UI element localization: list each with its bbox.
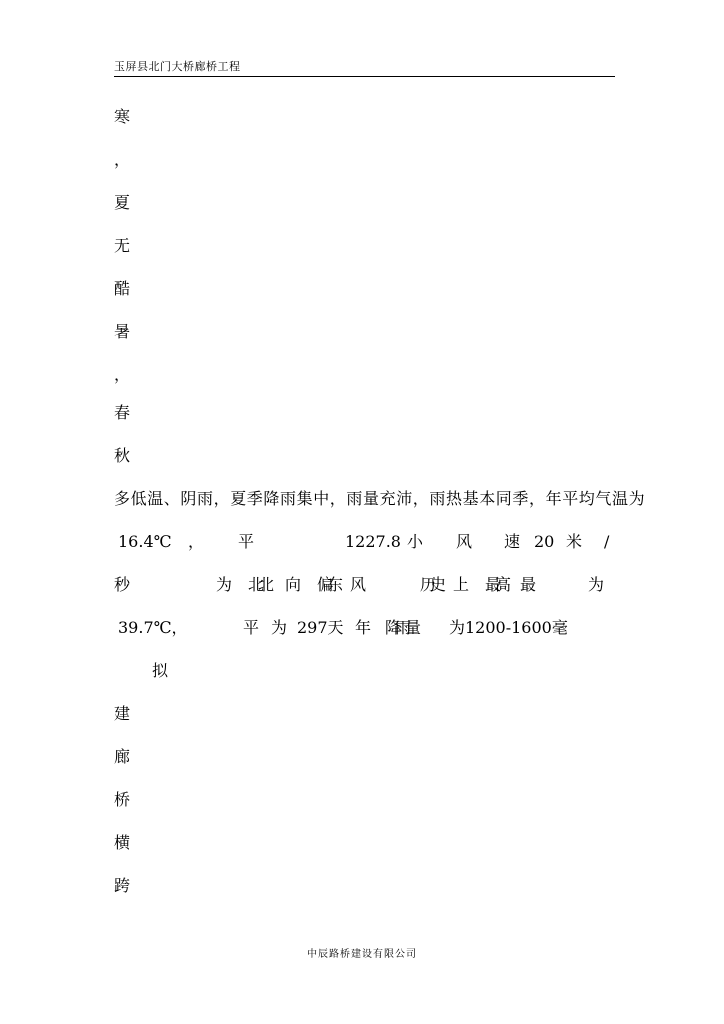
row-word: 上 (453, 575, 470, 594)
row-word: 风 (350, 575, 367, 594)
row-word: 为 (588, 575, 605, 594)
row-word: 为 (271, 618, 288, 637)
row-word: 北北 (248, 575, 269, 594)
frost-free-days: 297天 (297, 618, 344, 637)
row-word: 年 (355, 618, 372, 637)
sunshine-value: 1227.8 (345, 532, 401, 551)
row-word: 最高 (485, 575, 506, 594)
vertical-char: 秋 (114, 446, 131, 465)
vertical-char: 酷 (114, 279, 131, 298)
row-word: 为 (216, 575, 233, 594)
vertical-char: 无 (114, 236, 131, 255)
rainfall-range: 为1200-1600毫 (449, 618, 568, 637)
row-word: 小 (407, 532, 424, 551)
vertical-char: 夏 (114, 193, 131, 212)
indent-char: 拟 (152, 661, 169, 680)
row-word: 偏东 (317, 575, 338, 594)
row-word: 秒 (114, 575, 131, 594)
row-word: 平 (238, 532, 255, 551)
vertical-char: 建 (114, 704, 131, 723)
row-word: 米 (566, 532, 583, 551)
row-word: 降雨量 (385, 618, 416, 637)
row-word: 平 (243, 618, 260, 637)
vertical-char: ， (114, 150, 131, 169)
max-temp-value: 39.7℃， (118, 618, 188, 637)
vertical-char: ， (114, 365, 131, 384)
vertical-char: 横 (114, 833, 131, 852)
row-word: ， (188, 532, 205, 551)
row-word: 速 (504, 532, 521, 551)
row-word: / (604, 532, 610, 551)
page-header (114, 60, 615, 77)
vertical-char: 暑 (114, 322, 131, 341)
vertical-char: 桥 (114, 790, 131, 809)
wind-speed-value: 20 (534, 532, 555, 551)
temp-value: 16.4℃ (118, 532, 172, 551)
row-word: 向 (285, 575, 302, 594)
vertical-char: 跨 (114, 876, 131, 895)
page-footer (0, 948, 724, 962)
row-word: 最 (520, 575, 537, 594)
row-word: 历史 (420, 575, 441, 594)
vertical-char: 廊 (114, 747, 131, 766)
footer-company: 中辰路桥建设有限公司 (307, 949, 417, 960)
vertical-char: 寒 (114, 107, 131, 126)
header-title: 玉屏县北门大桥廊桥工程 (114, 60, 241, 73)
vertical-char: 春 (114, 403, 131, 422)
paragraph-line: 多低温、阴雨，夏季降雨集中，雨量充沛，雨热基本同季，年平均气温为 (114, 489, 646, 508)
row-word: 风 (456, 532, 473, 551)
